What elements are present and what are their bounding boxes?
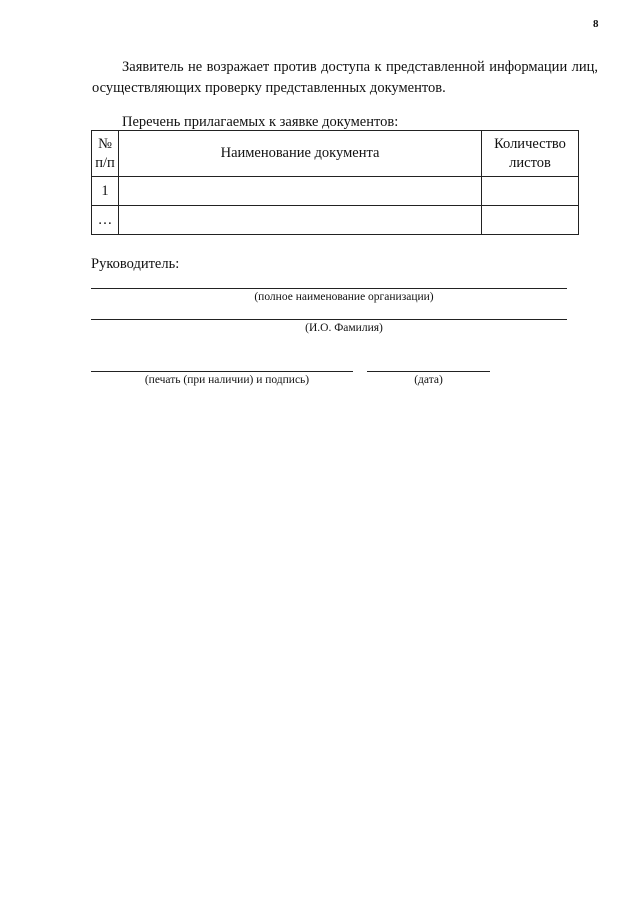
organization-line bbox=[91, 288, 567, 289]
documents-table bbox=[91, 130, 579, 235]
head-label: Руководитель: bbox=[91, 256, 180, 272]
row-number-cell: … bbox=[92, 206, 119, 235]
document-name-cell bbox=[119, 177, 482, 206]
column-header-count: Количество листов bbox=[482, 131, 579, 177]
column-header-number: № п/п bbox=[92, 131, 119, 177]
documents-list-intro: Перечень прилагаемых к заявке документов: bbox=[122, 114, 399, 130]
document-name-cell bbox=[119, 206, 482, 235]
page-number: 8 bbox=[593, 18, 599, 30]
signature-line bbox=[91, 371, 353, 372]
consent-paragraph: Заявитель не возражает против доступа к представленной информации лиц, осуществляющих проверку представленных документов. bbox=[92, 59, 598, 96]
date-caption: (дата) bbox=[414, 374, 443, 386]
name-line bbox=[91, 319, 567, 320]
table-row bbox=[92, 206, 579, 235]
table-row bbox=[92, 177, 579, 206]
column-header-name: Наименование документа bbox=[119, 131, 482, 177]
name-caption: (И.О. Фамилия) bbox=[305, 322, 383, 334]
row-number-cell: 1 bbox=[92, 177, 119, 206]
organization-caption: (полное наименование организации) bbox=[254, 291, 434, 303]
date-line bbox=[367, 371, 490, 372]
sheet-count-cell bbox=[482, 206, 579, 235]
sheet-count-cell bbox=[482, 177, 579, 206]
seal-signature-caption: (печать (при наличии) и подпись) bbox=[144, 374, 310, 386]
table-header-row bbox=[92, 131, 579, 177]
